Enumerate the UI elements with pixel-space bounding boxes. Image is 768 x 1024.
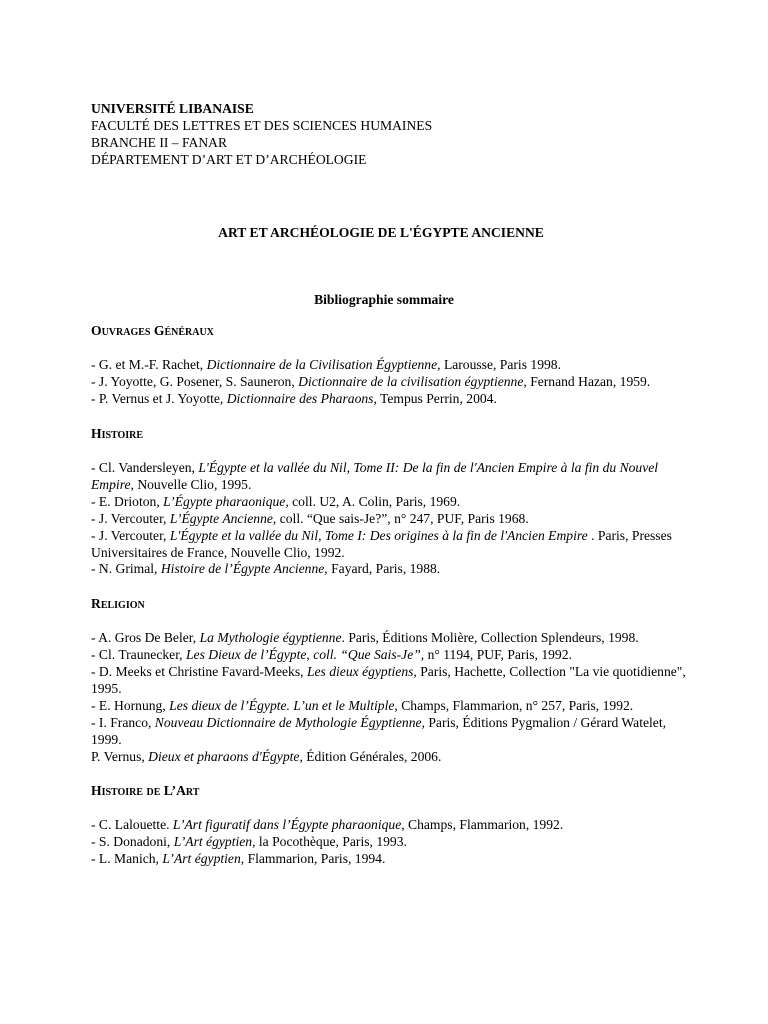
- entry-publication: , Nouvelle Clio, 1995.: [130, 476, 252, 492]
- institution-header: [91, 101, 691, 169]
- entry-title: Dieux et pharaons d'Égypte: [148, 748, 300, 764]
- entry-author: - G. et M.-F. Rachet,: [91, 357, 207, 373]
- entry-title: L’Égypte Ancienne: [169, 510, 273, 526]
- entry-publication: coll. U2, A. Colin, Paris, 1969.: [288, 493, 461, 509]
- entry-publication: , Flammarion, Paris, 1994.: [240, 851, 386, 867]
- entry-title: Les dieux égyptiens,: [306, 664, 417, 680]
- entry-publication: . Paris, Presses Universitaires de France, Nouvelle Clio, 1992.: [91, 527, 672, 560]
- entry-author: - I. Franco,: [91, 714, 155, 730]
- entry-title: Dictionnaire des Pharaons: [226, 391, 374, 407]
- bibliography-entry: [91, 561, 691, 578]
- entry-author: - S. Donadoni,: [91, 834, 174, 850]
- bibliography-entry: [91, 817, 691, 834]
- bibliography-entry: [91, 749, 691, 766]
- bibliography-entry: [91, 357, 691, 374]
- entry-title: L’Art égyptien: [173, 834, 253, 850]
- document-title: ART ET ARCHÉOLOGIE DE L'ÉGYPTE ANCIENNE: [218, 224, 544, 240]
- entry-title: Les dieux de l’Égypte. L’un et le Multiple: [169, 697, 395, 713]
- entry-author: - L. Manich,: [91, 851, 163, 867]
- entry-publication: . Paris, Éditions Molière, Collection Splendeurs, 1998.: [341, 630, 639, 646]
- entry-author: - N. Grimal,: [91, 561, 161, 577]
- entry-title: Dictionnaire de la civilisation égyptienne: [298, 374, 524, 390]
- entry-publication: , la Pocothèque, Paris, 1993.: [252, 834, 407, 850]
- section-heading: Histoire: [91, 426, 144, 442]
- entry-author: - D. Meeks et Christine Favard-Meeks,: [91, 664, 307, 680]
- bibliography-sections: [91, 323, 691, 868]
- entry-publication: Paris, Éditions Pygmalion / Gérard Watelet, 1999.: [91, 714, 667, 747]
- entry-author: - P. Vernus et J. Yoyotte,: [91, 391, 227, 407]
- bibliography-entry: [91, 630, 691, 647]
- entry-title: Histoire de l’Égypte Ancienne: [160, 561, 325, 577]
- bibliography-entry: [91, 647, 691, 664]
- section-heading: Religion: [91, 596, 145, 612]
- entry-author: - E. Drioton,: [91, 493, 164, 509]
- entry-title: L’Art figuratif dans l’Égypte pharaonique: [172, 817, 402, 833]
- bibliography-entry: [91, 664, 691, 698]
- entry-publication: , Fernand Hazan, 1959.: [523, 374, 651, 390]
- bibliography-entry: [91, 698, 691, 715]
- document-page: [91, 101, 691, 868]
- bibliography-entry: [91, 834, 691, 851]
- bibliography-entry: [91, 851, 691, 868]
- entry-title: La Mythologie égyptienne: [199, 630, 342, 646]
- entry-author: - A. Gros De Beler,: [91, 630, 200, 646]
- entry-author: - E. Hornung,: [91, 697, 170, 713]
- section-entries: [91, 357, 691, 408]
- entry-publication: , coll. “Que sais-Je?”, n° 247, PUF, Paris 1968.: [272, 510, 529, 526]
- branch-name: BRANCHE II – FANAR: [91, 134, 228, 150]
- bibliography-entry: [91, 511, 691, 528]
- entry-title: Dictionnaire de la Civilisation Égyptienne: [206, 357, 438, 373]
- department-name: DÉPARTEMENT D’ART ET D’ARCHÉOLOGIE: [91, 151, 367, 167]
- entry-publication: , Tempus Perrin, 2004.: [373, 391, 497, 407]
- entry-publication: n° 1194, PUF, Paris, 1992.: [424, 647, 572, 663]
- entry-title: L'Égypte et la vallée du Nil, Tome I: Des origines à la fin de l'Ancien Empire: [169, 527, 588, 543]
- entry-publication: , Larousse, Paris 1998.: [437, 357, 561, 373]
- section-entries: [91, 630, 691, 765]
- entry-title: L’Art égyptien: [162, 851, 241, 867]
- entry-author: P. Vernus,: [91, 748, 149, 764]
- faculty-name: FACULTÉ DES LETTRES ET DES SCIENCES HUMAINES: [91, 117, 433, 133]
- entry-publication: Paris, Hachette, Collection "La vie quotidienne", 1995.: [91, 664, 686, 696]
- bibliography-entry: [91, 460, 691, 494]
- bibliography-entry: [91, 391, 691, 408]
- section-heading: Histoire de L’Art: [91, 783, 200, 799]
- entry-publication: , Champs, Flammarion, 1992.: [401, 817, 564, 833]
- entry-author: - J. Vercouter,: [91, 510, 170, 526]
- university-name: UNIVERSITÉ LIBANAISE: [91, 101, 254, 116]
- entry-title: L’Égypte pharaonique,: [163, 493, 289, 509]
- entry-publication: , Édition Générales, 2006.: [299, 748, 442, 764]
- entry-title: L'Égypte et la vallée du Nil, Tome II: De la fin de l'Ancien Empire à la fin du Nouvel Empire: [91, 459, 659, 492]
- bibliography-entry: [91, 494, 691, 511]
- entry-author: - Cl. Traunecker,: [91, 647, 186, 663]
- entry-publication: , Champs, Flammarion, n° 257, Paris, 1992.: [394, 697, 634, 713]
- bibliography-entry: [91, 715, 691, 749]
- entry-author: - J. Yoyotte, G. Posener, S. Sauneron,: [91, 374, 299, 390]
- section-entries: [91, 460, 691, 578]
- section-entries: [91, 817, 691, 868]
- entry-author: - C. Lalouette.: [91, 817, 173, 833]
- bibliography-entry: [91, 374, 691, 391]
- entry-title: Nouveau Dictionnaire de Mythologie Égyptienne,: [154, 714, 425, 730]
- entry-title: Les Dieux de l’Égypte, coll. “Que Sais-Je”,: [185, 647, 425, 663]
- bibliography-entry: [91, 528, 691, 562]
- entry-author: - Cl. Vandersleyen,: [91, 459, 199, 475]
- document-subtitle: Bibliographie sommaire: [314, 291, 454, 307]
- entry-author: - J. Vercouter,: [91, 527, 170, 543]
- entry-publication: , Fayard, Paris, 1988.: [324, 561, 441, 577]
- section-heading: Ouvrages Généraux: [91, 323, 214, 339]
